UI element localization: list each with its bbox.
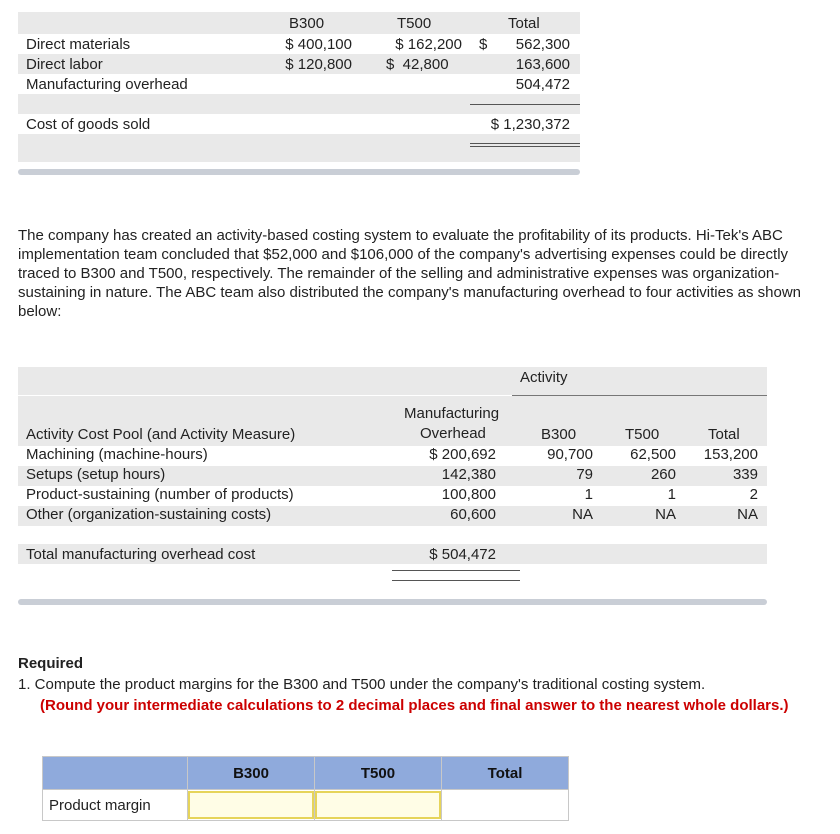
cell-t500: $ 42,800: [386, 56, 449, 73]
answer-header-t500: T500: [315, 757, 442, 790]
header-band: [18, 367, 767, 395]
cell-t500: NA: [655, 506, 676, 523]
mo-header-line1: Manufacturing: [404, 405, 500, 422]
horizontal-scrollbar[interactable]: [18, 169, 580, 175]
cell-mo: 100,800: [441, 486, 496, 503]
pool-header: Activity Cost Pool (and Activity Measure): [26, 426, 296, 443]
row-band: [18, 134, 580, 162]
row-label: Direct materials: [26, 36, 131, 53]
double-underline: [470, 143, 580, 144]
required-title: Required: [18, 655, 84, 672]
row-label: Manufacturing overhead: [26, 76, 188, 93]
row-label: Direct labor: [26, 56, 103, 73]
total-value: $ 504,472: [429, 546, 496, 563]
answer-table: [42, 756, 569, 821]
col-header-total: Total: [508, 15, 540, 32]
cell-total: 163,600: [515, 56, 570, 73]
cell-total: 562,300: [515, 36, 570, 53]
cell-total: NA: [737, 506, 758, 523]
cell-mo: 60,600: [450, 506, 496, 523]
double-underline: [470, 146, 580, 147]
t500-margin-cell: [315, 790, 442, 821]
cell-total: 2: [749, 486, 758, 503]
answer-header-b300: B300: [188, 757, 315, 790]
cell-t500: 1: [667, 486, 676, 503]
cell-b300: 90,700: [547, 446, 593, 463]
required-question: 1. Compute the product margins for the B300 and T500 under the company's traditional costing system.: [18, 676, 706, 693]
col-header-b300: B300: [289, 15, 325, 32]
cell-mo: $ 200,692: [429, 446, 496, 463]
b300-margin-cell: [188, 790, 315, 821]
description-paragraph: The company has created an activity-based costing system to evaluate the profitability of its products. Hi-Tek's ABC implementation team concluded that $52,000 and $106,000 of the company's advertising expenses could be directly traced to B300 and T500, respectively. The remainder of the selling and administrative expenses was organization-sustaining in nature. The ABC team also distributed the company's manufacturing overhead to four activities as shown below:: [18, 227, 802, 320]
cell-b300: NA: [572, 506, 593, 523]
row-label: Product-sustaining (number of products): [26, 486, 294, 503]
cell-t500: 62,500: [630, 446, 676, 463]
activity-header: Activity: [520, 369, 568, 386]
total-label: Total manufacturing overhead cost: [26, 546, 256, 563]
cell-t500: 260: [650, 466, 676, 483]
cell-b300: 79: [576, 466, 593, 483]
cell-total: 339: [732, 466, 758, 483]
b300-margin-input[interactable]: [188, 791, 314, 819]
cogs-value: $ 1,230,372: [490, 116, 570, 133]
rounding-instruction: (Round your intermediate calculations to 2 decimal places and final answer to the nearest whole dollars.): [40, 697, 789, 714]
col-header-b300: B300: [541, 426, 577, 443]
cell-b300: $ 400,100: [285, 36, 352, 53]
cell-mo: 142,380: [441, 466, 496, 483]
col-header-total: Total: [708, 426, 740, 443]
row-label: Setups (setup hours): [26, 466, 166, 483]
answer-header-blank: [43, 757, 188, 790]
cell-t500: $ 162,200: [395, 36, 462, 53]
cell-b300: 1: [584, 486, 593, 503]
cell-total: 153,200: [703, 446, 758, 463]
total-margin-cell: [442, 790, 569, 821]
t500-margin-input[interactable]: [315, 791, 441, 819]
product-margin-label: Product margin: [43, 790, 188, 821]
double-underline: [392, 570, 520, 571]
horizontal-scrollbar[interactable]: [18, 599, 767, 605]
subtotal-line: [470, 104, 580, 105]
col-header-t500: T500: [397, 15, 432, 32]
cell-b300: $ 120,800: [285, 56, 352, 73]
row-label: Machining (machine-hours): [26, 446, 208, 463]
cell-total-sign: $: [479, 36, 488, 53]
cogs-label: Cost of goods sold: [26, 116, 151, 133]
col-header-t500: T500: [625, 426, 660, 443]
double-underline: [392, 580, 520, 581]
row-label: Other (organization-sustaining costs): [26, 506, 272, 523]
answer-header-total: Total: [442, 757, 569, 790]
cell-total: 504,472: [515, 76, 570, 93]
mo-header-line2: Overhead: [420, 425, 486, 442]
